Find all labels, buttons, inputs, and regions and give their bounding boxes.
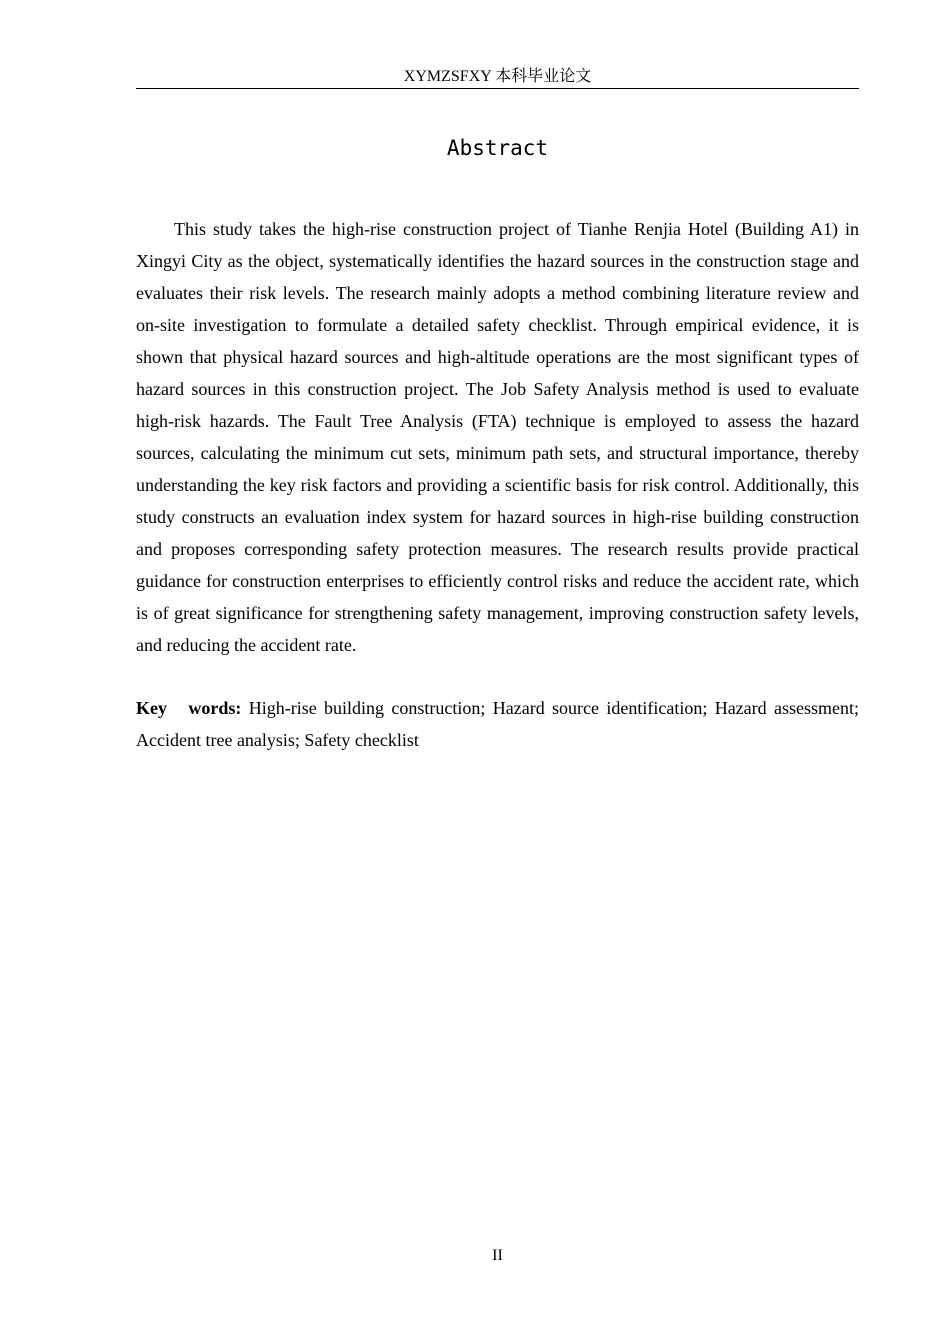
page-number: II xyxy=(492,1247,503,1264)
abstract-title: Abstract xyxy=(446,136,549,160)
keywords-label: Key words: xyxy=(136,698,242,718)
running-header xyxy=(136,66,859,89)
running-header-text: XYMZSFXY 本科毕业论文 xyxy=(403,68,592,85)
keywords-text: High-rise building construction; Hazard source identification; Hazard assessment; Accident tree analysis; Safety checklist xyxy=(136,698,859,750)
keywords-paragraph xyxy=(136,692,859,756)
abstract-paragraph: This study takes the high-rise construction project of Tianhe Renjia Hotel (Building A1) in Xingyi City as the object, systematically identifies the hazard sources in the construction stage and evaluates their risk levels. The research mainly adopts a method combining literature review and on-site investigation to formulate a detailed safety checklist. Through empirical evidence, it is shown that physical hazard sources and high-altitude operations are the most significant types of hazard sources in this construction project. The Job Safety Analysis method is used to evaluate high-risk hazards. The Fault Tree Analysis (FTA) technique is employed to assess the hazard sources, calculating the minimum cut sets, minimum path sets, and structural importance, thereby understanding the key risk factors and providing a scientific basis for risk control. Additionally, this study constructs an evaluation index system for hazard sources in high-rise building construction and proposes corresponding safety protection measures. The research results provide practical guidance for construction enterprises to efficiently control risks and reduce the accident rate, which is of great significance for strengthening safety management, improving construction safety levels, and reducing the accident rate. xyxy=(136,219,859,655)
